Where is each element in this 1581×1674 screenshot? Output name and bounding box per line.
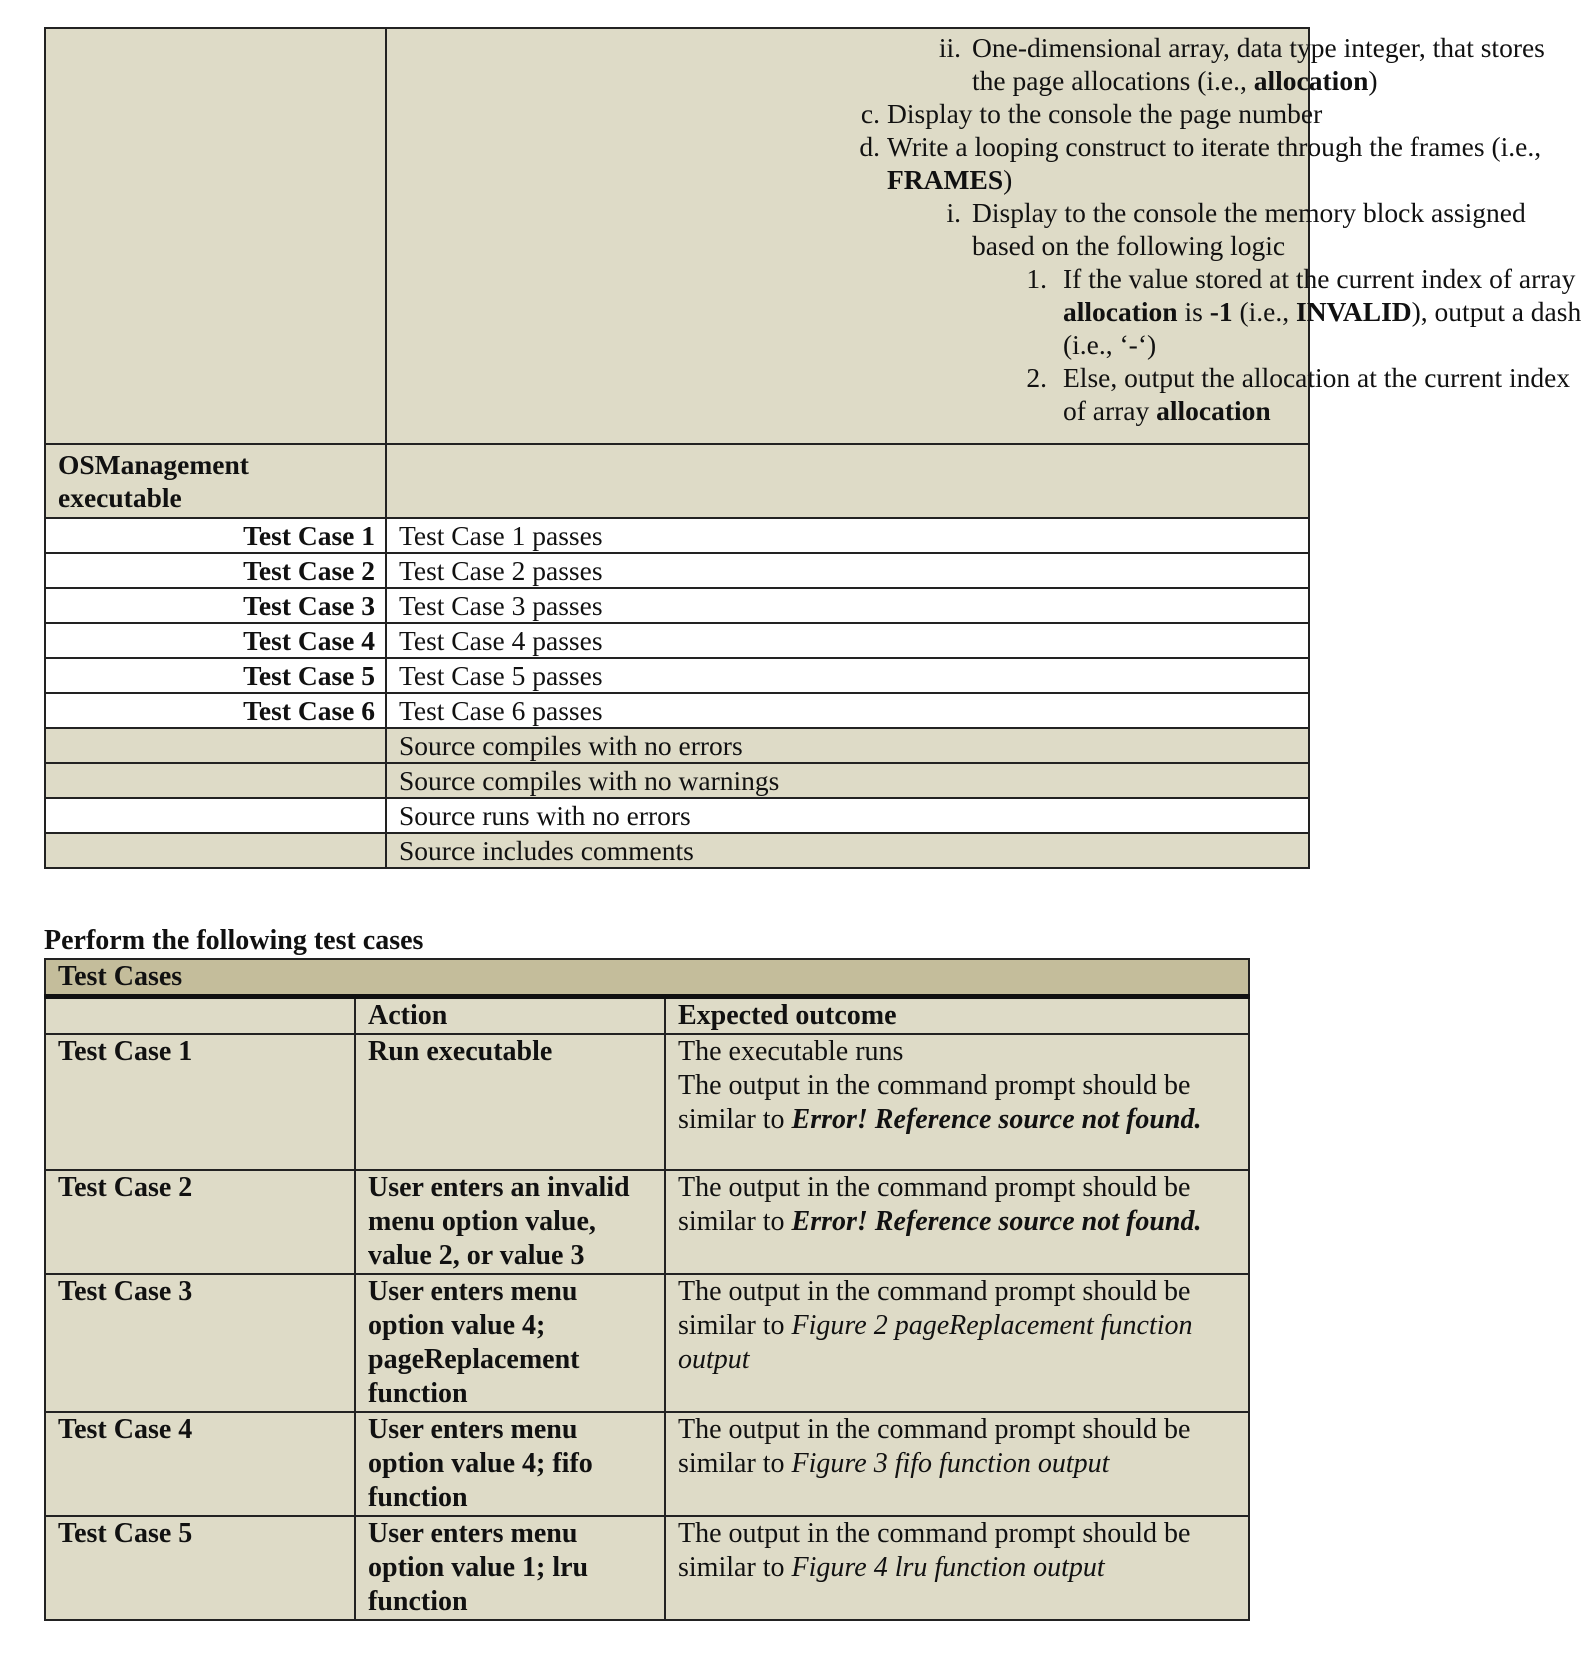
- rubric-test-text: Test Case 3 passes: [386, 588, 1309, 623]
- test-case-label: Test Case 4: [45, 1412, 355, 1516]
- step-ii-line1: One-dimensional array, data type integer, that stores: [972, 32, 1545, 63]
- test-case-row: [45, 1516, 1249, 1620]
- step-i-line2: based on the following logic: [972, 230, 1286, 261]
- step-1-marker: 1.: [1026, 263, 1047, 294]
- rubric-source-empty-cell: [45, 728, 386, 763]
- rubric-test-label: Test Case 3: [45, 588, 386, 623]
- rubric-source-empty-cell: [45, 798, 386, 833]
- test-cases-header-row: [45, 997, 1249, 1035]
- test-case-label: Test Case 1: [45, 1034, 355, 1170]
- rubric-test-label: Test Case 4: [45, 623, 386, 658]
- test-case-label: Test Case 2: [45, 1170, 355, 1274]
- rubric-test-row: [45, 623, 1309, 658]
- step-i-marker: i.: [946, 197, 961, 228]
- rubric-table: [44, 27, 1581, 869]
- rubric-test-text: Test Case 2 passes: [386, 553, 1309, 588]
- test-cases-heading: Perform the following test cases: [44, 925, 424, 956]
- step-c-text: Display to the console the page number: [887, 98, 1323, 129]
- section-header-row: [45, 444, 1309, 518]
- rubric-test-row: [45, 693, 1309, 728]
- rubric-test-row: [45, 588, 1309, 623]
- section-header-empty-cell: [386, 444, 1309, 518]
- test-case-expected: The executable runs The output in the command prompt should be similar to Error! Reference source not found.: [665, 1034, 1249, 1170]
- test-case-row: [45, 1274, 1249, 1412]
- step-d-line1: Write a looping construct to iterate through the frames (i.e.,: [887, 131, 1542, 162]
- test-case-action: User enters menu option value 4; fifo function: [355, 1412, 665, 1516]
- test-case-expected: The output in the command prompt should be similar to Figure 3 fifo function output: [665, 1412, 1249, 1516]
- step-d-line2: FRAMES): [887, 164, 1013, 195]
- test-case-expected: The output in the command prompt should be similar to Error! Reference source not found.: [665, 1170, 1249, 1274]
- section-label: OSManagement executable: [45, 444, 386, 518]
- test-case-action: User enters menu option value 4; pageReplacement function: [355, 1274, 665, 1412]
- rubric-test-text: Test Case 1 passes: [386, 518, 1309, 553]
- step-1-line3: (i.e., ‘-‘): [1063, 329, 1157, 360]
- instructions-cell: [386, 28, 1581, 444]
- step-1-line2: allocation is -1 (i.e., INVALID), output a dash: [1063, 296, 1581, 327]
- rubric-source-text: Source compiles with no errors: [386, 728, 1309, 763]
- test-cases-title-row: [45, 959, 1249, 997]
- step-2-line1: Else, output the allocation at the current index: [1063, 362, 1571, 393]
- step-d-marker: d.: [859, 131, 880, 162]
- test-case-row: [45, 1034, 1249, 1170]
- rubric-test-text: Test Case 6 passes: [386, 693, 1309, 728]
- rubric-source-text: Source runs with no errors: [386, 798, 1309, 833]
- test-case-label: Test Case 3: [45, 1274, 355, 1412]
- rubric-test-row: [45, 518, 1309, 553]
- test-case-label: Test Case 5: [45, 1516, 355, 1620]
- expected-column-header: Expected outcome: [665, 997, 1249, 1035]
- rubric-test-label: Test Case 6: [45, 693, 386, 728]
- step-2-marker: 2.: [1026, 362, 1047, 393]
- step-i-line1: Display to the console the memory block assigned: [972, 197, 1526, 228]
- rubric-source-row: [45, 798, 1309, 833]
- rubric-test-row: [45, 553, 1309, 588]
- test-cases-title: Test Cases: [45, 959, 1249, 997]
- test-case-expected: The output in the command prompt should be similar to Figure 2 pageReplacement function output: [665, 1274, 1249, 1412]
- action-column-header: Action: [355, 997, 665, 1035]
- rubric-test-text: Test Case 5 passes: [386, 658, 1309, 693]
- test-case-row: [45, 1170, 1249, 1274]
- rubric-source-empty-cell: [45, 833, 386, 868]
- instructions-row: [45, 28, 1309, 444]
- test-case-row: [45, 1412, 1249, 1516]
- test-case-action: User enters an invalid menu option value, value 2, or value 3: [355, 1170, 665, 1274]
- rubric-source-text: Source compiles with no warnings: [386, 763, 1309, 798]
- step-c-marker: c.: [860, 98, 880, 129]
- step-ii-marker: ii.: [938, 32, 961, 63]
- rubric-test-label: Test Case 1: [45, 518, 386, 553]
- rubric-source-row: [45, 728, 1309, 763]
- rubric-test-label: Test Case 2: [45, 553, 386, 588]
- rubric-source-row: [45, 833, 1309, 868]
- rubric-test-label: Test Case 5: [45, 658, 386, 693]
- step-ii-line2: the page allocations (i.e., allocation): [972, 65, 1378, 96]
- test-case-action: Run executable: [355, 1034, 665, 1170]
- rubric-source-row: [45, 763, 1309, 798]
- rubric-source-empty-cell: [45, 763, 386, 798]
- step-2-line2: of array allocation: [1063, 395, 1271, 426]
- header-empty-cell: [45, 997, 355, 1035]
- test-cases-table: [44, 958, 1250, 1621]
- rubric-test-text: Test Case 4 passes: [386, 623, 1309, 658]
- instructions-left-cell: [45, 28, 386, 444]
- step-1-line1: If the value stored at the current index of array: [1063, 263, 1576, 294]
- rubric-test-row: [45, 658, 1309, 693]
- test-case-expected: The output in the command prompt should be similar to Figure 4 lru function output: [665, 1516, 1249, 1620]
- rubric-source-text: Source includes comments: [386, 833, 1309, 868]
- test-case-action: User enters menu option value 1; lru function: [355, 1516, 665, 1620]
